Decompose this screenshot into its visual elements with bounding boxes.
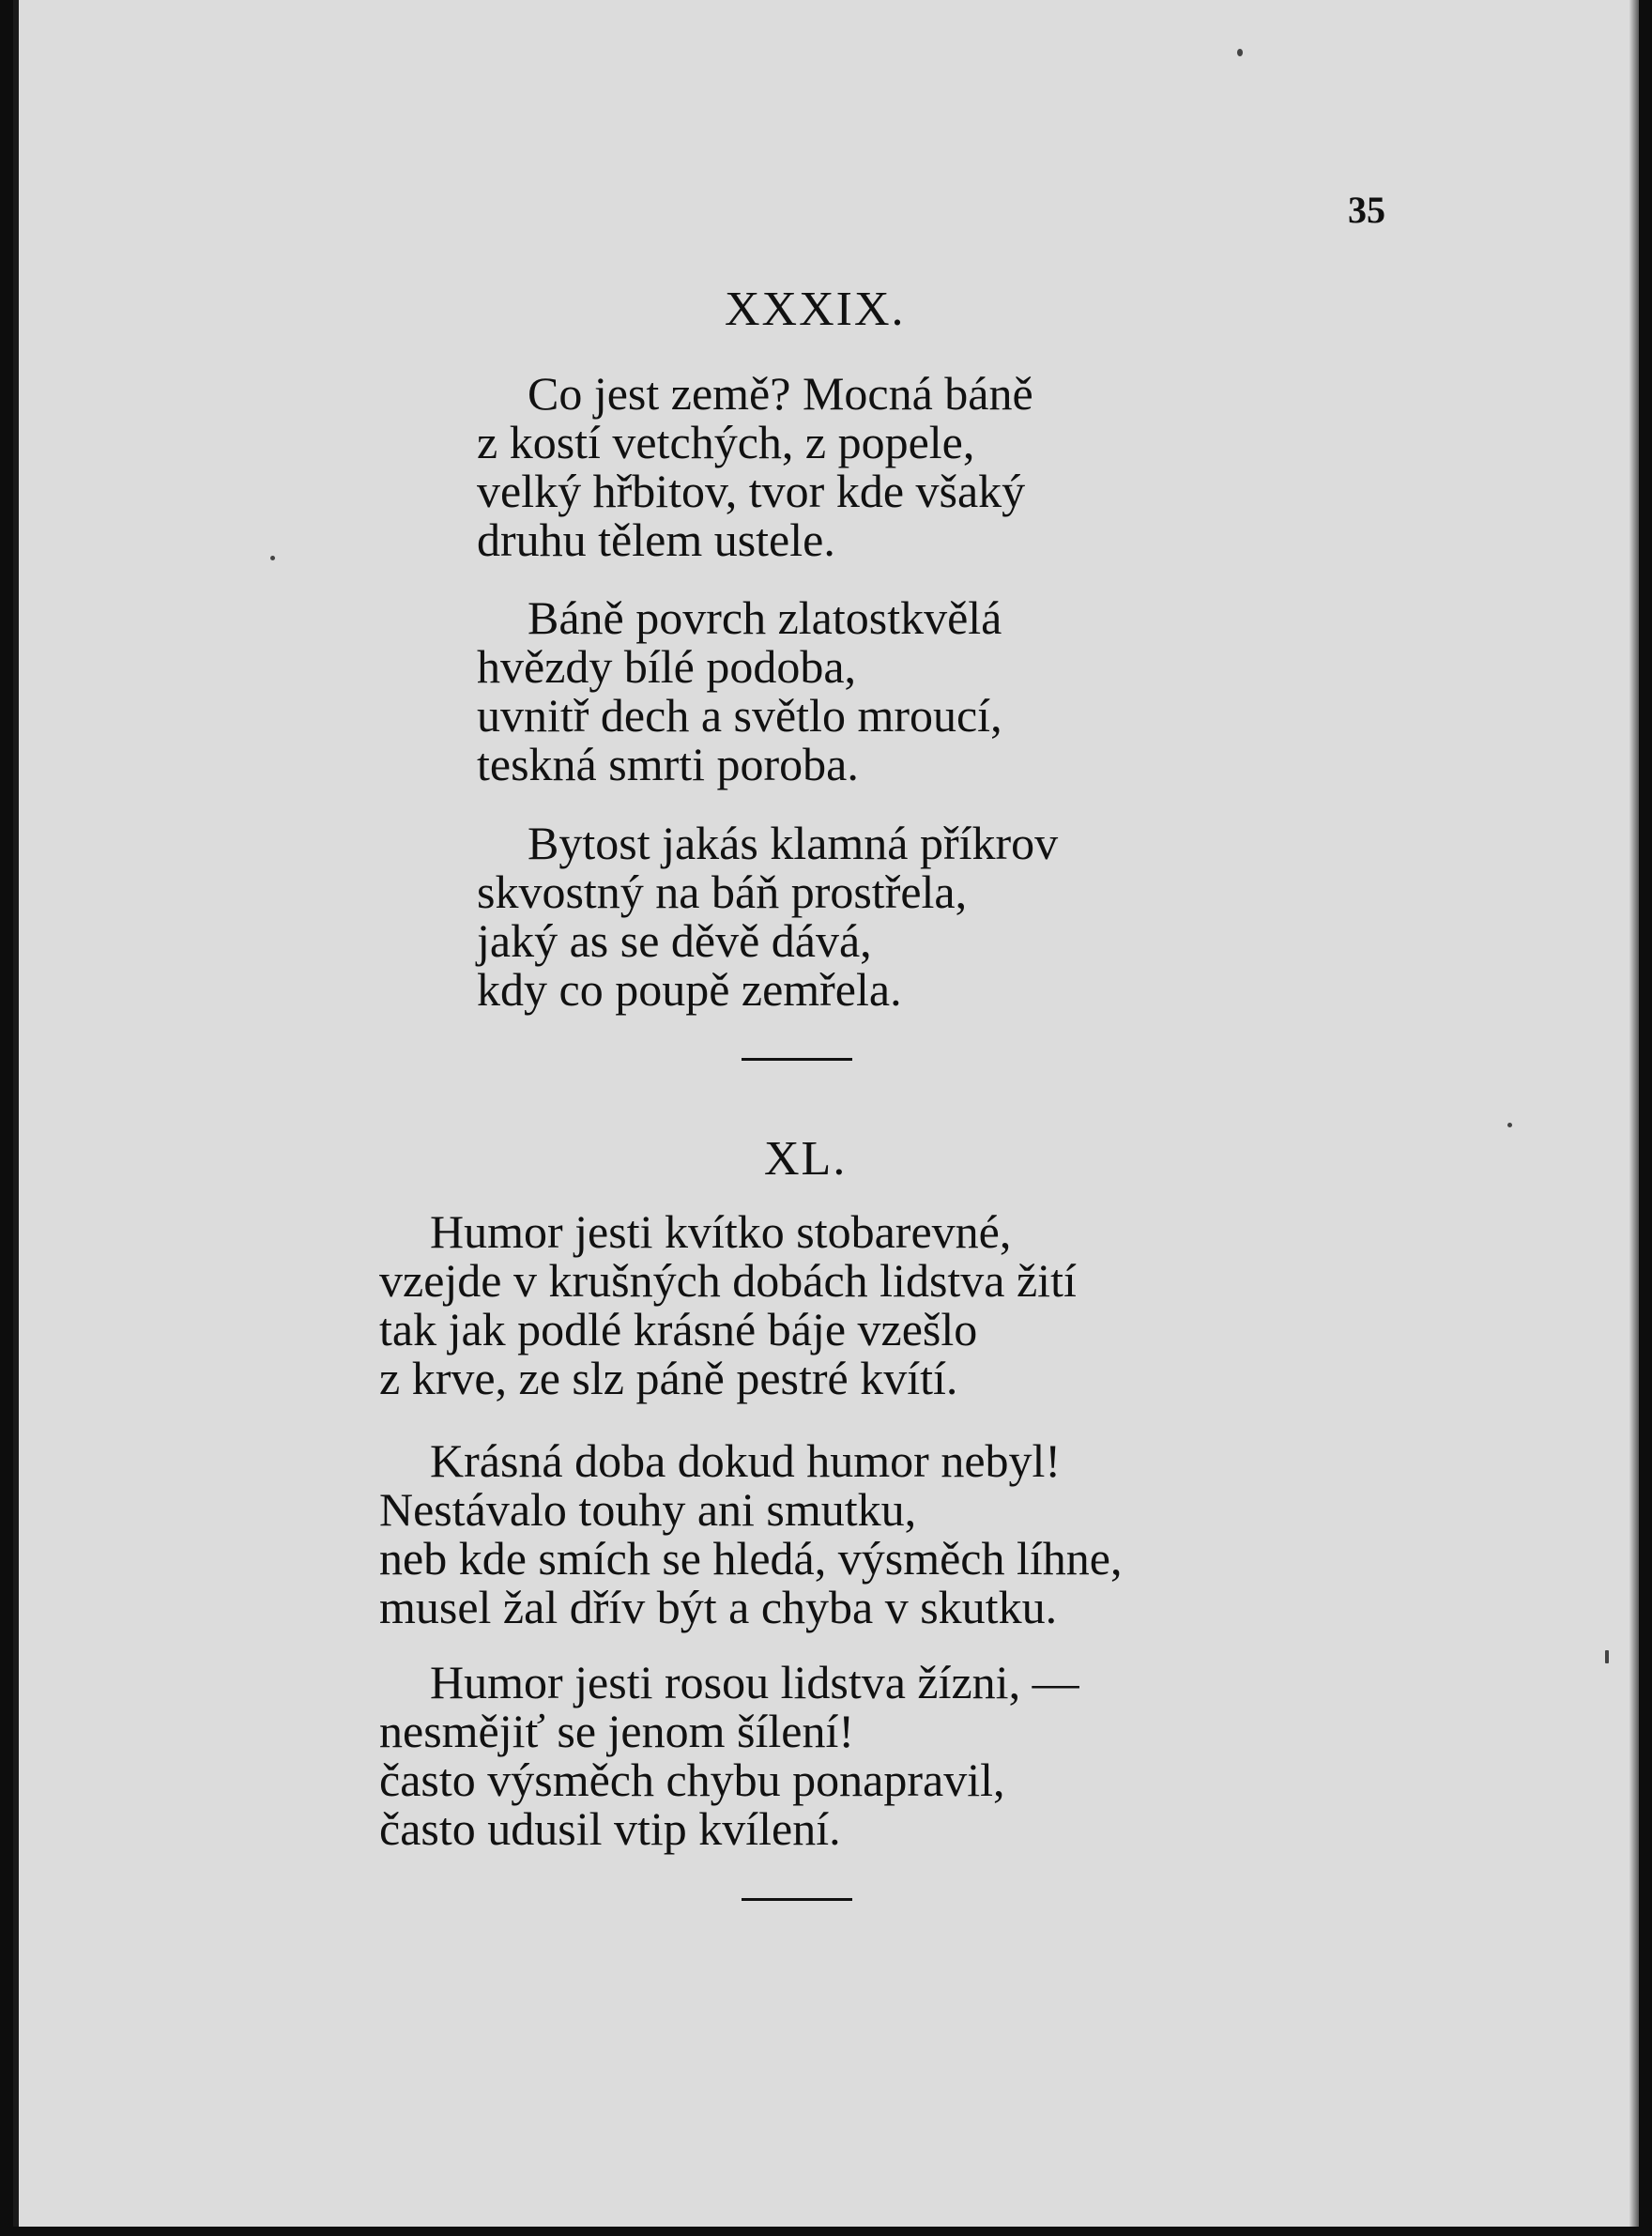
verse-line: Co jest země? Mocná báně (528, 367, 1033, 420)
scan-speck (1507, 1123, 1512, 1127)
page-number: 35 (1348, 189, 1385, 231)
verse-line: neb kde smích se hledá, výsměch líhne, (379, 1532, 1123, 1585)
poem-heading-xl: XL. (764, 1132, 848, 1186)
verse-line: velký hřbitov, tvor kde všaký (477, 465, 1026, 517)
verse-line: Nestávalo touhy ani smutku, (379, 1483, 917, 1536)
stanza (477, 819, 1058, 1014)
verse-line: druhu tělem ustele. (477, 513, 835, 566)
verse-line: často výsměch chybu ponapravil, (379, 1754, 1005, 1806)
scanned-page (13, 0, 1639, 2227)
verse-line: Krásná doba dokud humor nebyl! (430, 1434, 1062, 1487)
stanza (379, 1436, 1122, 1631)
section-divider (742, 1058, 852, 1061)
scan-speck (1237, 49, 1243, 56)
verse-line: Báně povrch zlatostkvělá (528, 591, 1002, 644)
stanza (477, 369, 1033, 564)
verse-line: hvězdy bílé podoba, (477, 640, 857, 693)
poem-heading-xxxix: XXXIX. (725, 283, 906, 336)
verse-line: vzejde v krušných dobách lidstva žití (379, 1254, 1077, 1307)
verse-line: nesmějiť se jenom šílení! (379, 1705, 854, 1757)
stanza (379, 1658, 1079, 1853)
stanza (477, 593, 1002, 789)
verse-line: často udusil vtip kvílení. (379, 1802, 841, 1855)
scan-speck (270, 556, 275, 560)
scan-speck (1605, 1650, 1609, 1663)
verse-line: z kostí vetchých, z popele, (477, 416, 975, 468)
verse-line: musel žal dřív být a chyba v skutku. (379, 1581, 1058, 1633)
verse-line: jaký as se děvě dává, (477, 914, 872, 967)
verse-line: tak jak podlé krásné báje vzešlo (379, 1303, 978, 1355)
verse-line: skvostný na báň prostřela, (477, 865, 968, 918)
verse-line: Bytost jakás klamná příkrov (528, 817, 1059, 869)
verse-line: z krve, ze slz páně pestré kvítí. (379, 1352, 958, 1404)
verse-line: kdy co poupě zemřela. (477, 963, 902, 1016)
verse-line: teskná smrti poroba. (477, 738, 859, 790)
stanza (379, 1207, 1077, 1402)
section-divider (742, 1898, 852, 1901)
verse-line: uvnitř dech a světlo mroucí, (477, 689, 1002, 742)
page-edge-shadow (1629, 0, 1639, 2227)
verse-line: Humor jesti kvítko stobarevné, (430, 1205, 1012, 1258)
verse-line: Humor jesti rosou lidstva žízni, — (430, 1656, 1079, 1708)
